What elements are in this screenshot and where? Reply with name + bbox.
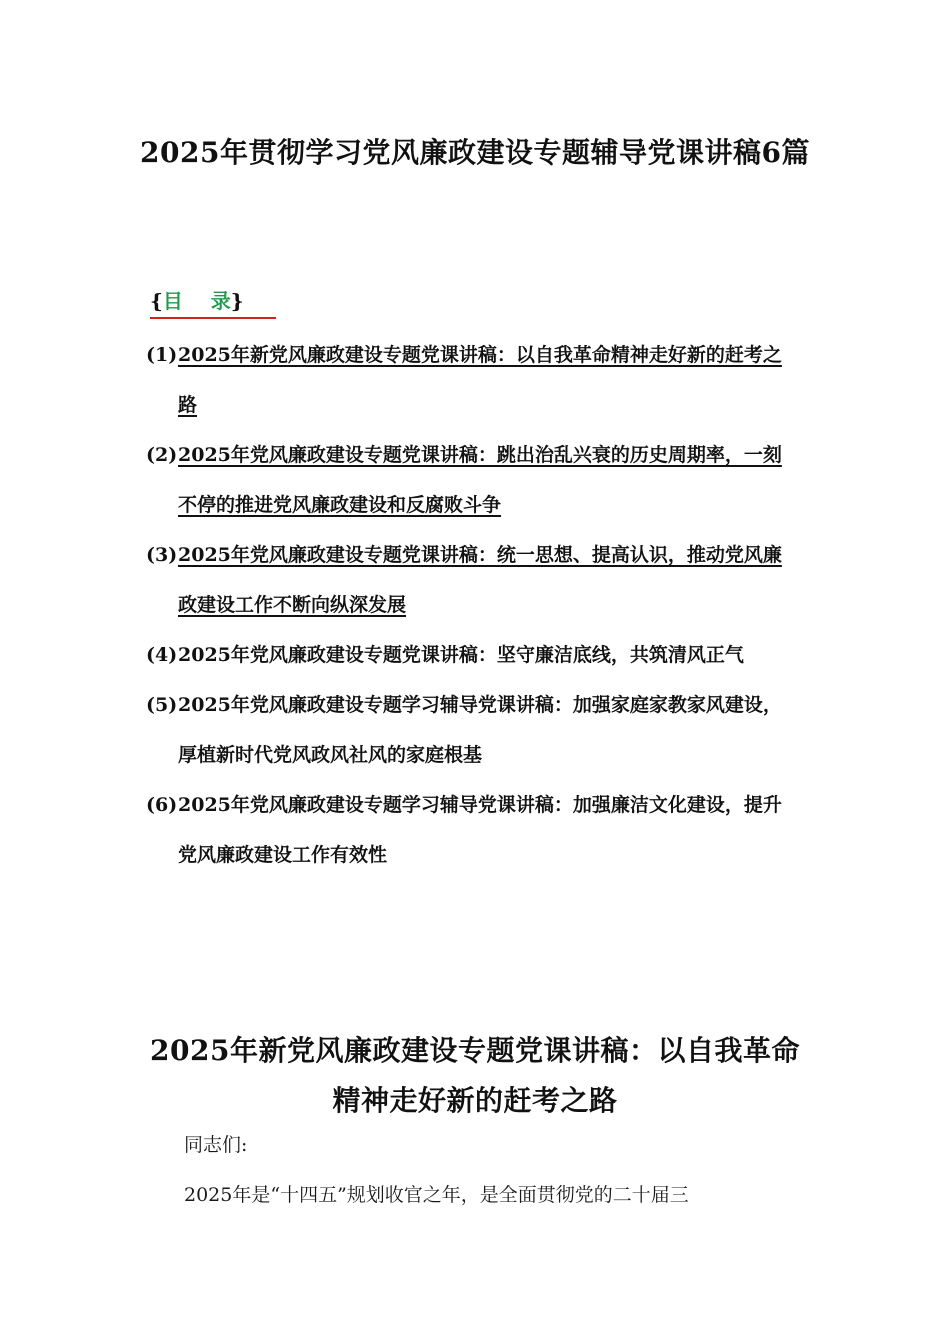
toc-item-text: 2025年党风廉政建设专题学习辅导党课讲稿：加强家庭家教家风建设，厚植新时代党风政风社风的家庭根基 bbox=[178, 694, 782, 766]
toc-item[interactable] bbox=[146, 530, 796, 630]
toc-item-number: (6) bbox=[146, 794, 178, 816]
toc-item-number: (3) bbox=[146, 544, 178, 566]
toc-item bbox=[146, 680, 796, 780]
toc-list bbox=[146, 330, 796, 880]
toc-item-link[interactable]: 2025年党风廉政建设专题党课讲稿：跳出治乱兴衰的历史周期率，一刻不停的推进党风廉政建设和反腐败斗争 bbox=[178, 444, 782, 516]
toc-item-text: 2025年党风廉政建设专题学习辅导党课讲稿：加强廉洁文化建设，提升党风廉政建设工作有效性 bbox=[178, 794, 782, 866]
toc-item bbox=[146, 630, 796, 680]
toc-open-brace: { bbox=[150, 289, 163, 313]
toc-item-link[interactable]: 2025年新党风廉政建设专题党课讲稿：以自我革命精神走好新的赶考之路 bbox=[178, 344, 782, 416]
toc-item-text: 2025年党风廉政建设专题党课讲稿：坚守廉洁底线，共筑清风正气 bbox=[178, 644, 744, 666]
toc-item[interactable] bbox=[146, 430, 796, 530]
document-title: 2025年贯彻学习党风廉政建设专题辅导党课讲稿6篇 bbox=[140, 136, 810, 169]
body-paragraph: 2025年是“十四五”规划收官之年，是全面贯彻党的二十届三 bbox=[184, 1184, 689, 1206]
toc-item-link[interactable]: 2025年党风廉政建设专题党课讲稿：统一思想、提高认识，推动党风廉政建设工作不断向纵深发展 bbox=[178, 544, 782, 616]
toc-item[interactable] bbox=[146, 330, 796, 430]
toc-heading-label: 目 录 bbox=[162, 289, 231, 313]
toc-item-number: (4) bbox=[146, 644, 178, 666]
toc-heading bbox=[150, 286, 276, 319]
toc-item-number: (2) bbox=[146, 444, 178, 466]
toc-item-number: (5) bbox=[146, 694, 178, 716]
toc-item bbox=[146, 780, 796, 880]
greeting-text: 同志们: bbox=[184, 1134, 248, 1156]
section-title: 2025年新党风廉政建设专题党课讲稿：以自我革命精神走好新的赶考之路 bbox=[150, 1034, 800, 1117]
toc-close-brace: } bbox=[230, 289, 244, 313]
toc-item-number: (1) bbox=[146, 344, 178, 366]
